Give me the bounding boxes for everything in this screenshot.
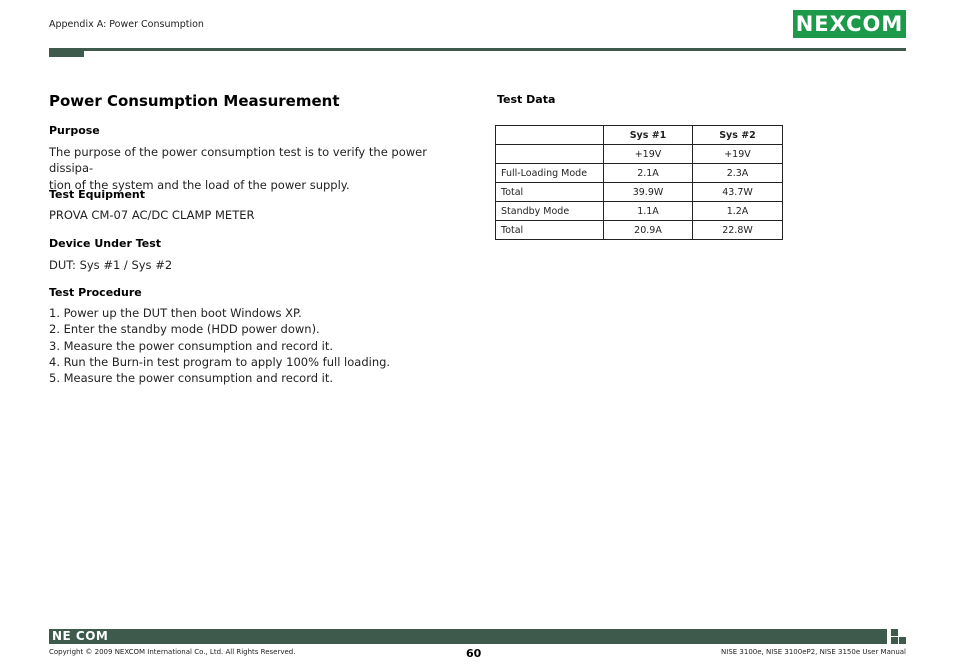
table-cell: 1.2A: [693, 202, 783, 221]
equipment-heading: Test Equipment: [49, 188, 146, 201]
procedure-step: 1. Power up the DUT then boot Windows XP.: [49, 306, 302, 320]
table-header-cell: Sys #1: [604, 126, 693, 145]
table-row: [496, 221, 783, 240]
table-cell: Total: [496, 183, 604, 202]
procedure-list: [49, 305, 390, 386]
test-data-table: [495, 125, 783, 240]
logo-com: COM: [846, 12, 904, 36]
device-text: DUT: Sys #1 / Sys #2: [49, 258, 173, 272]
table-cell: 1.1A: [604, 202, 693, 221]
purpose-heading: Purpose: [49, 124, 100, 137]
logo-ne: NE: [795, 12, 830, 36]
header-section-title: Appendix A: Power Consumption: [49, 19, 204, 30]
footer-square-icon: [899, 637, 906, 644]
nexcom-logo: [793, 10, 906, 38]
purpose-text: [49, 144, 457, 193]
footer-square-icon: [891, 637, 898, 644]
footer-bar: [49, 629, 887, 644]
equipment-text: PROVA CM-07 AC/DC CLAMP METER: [49, 208, 255, 222]
page-title: Power Consumption Measurement: [49, 92, 340, 110]
table-cell: Standby Mode: [496, 202, 604, 221]
manual-name: NISE 3100e, NISE 3100eP2, NISE 3150e User Manual: [721, 648, 906, 656]
page-number: 60: [466, 647, 482, 660]
table-cell: Full-Loading Mode: [496, 164, 604, 183]
table-cell: Total: [496, 221, 604, 240]
table-cell: +19V: [693, 145, 783, 164]
footer-square-icon: [891, 629, 898, 636]
copyright-text: Copyright © 2009 NEXCOM International Co., Ltd. All Rights Reserved.: [49, 648, 296, 656]
header-rule: [49, 48, 906, 51]
procedure-step: 5. Measure the power consumption and record it.: [49, 371, 334, 386]
table-row: [496, 183, 783, 202]
table-row: [496, 202, 783, 221]
table-header-cell: Sys #2: [693, 126, 783, 145]
purpose-line-2: tion of the system and the load of the power supply.: [49, 177, 350, 192]
procedure-step: 2. Enter the standby mode (HDD power down).: [49, 322, 320, 337]
footer-logo: NE COM: [52, 629, 109, 643]
device-heading: Device Under Test: [49, 237, 162, 250]
table-cell: 20.9A: [604, 221, 693, 240]
purpose-line-1: The purpose of the power consumption test is to verify the power dissipa-: [49, 145, 427, 176]
table-cell: 43.7W: [693, 183, 783, 202]
table-cell: 22.8W: [693, 221, 783, 240]
table-header-row: [496, 126, 783, 145]
procedure-heading: Test Procedure: [49, 286, 142, 299]
table-cell: 39.9W: [604, 183, 693, 202]
table-header-cell: [496, 126, 604, 145]
procedure-step: 3. Measure the power consumption and record it.: [49, 338, 334, 353]
logo-x: X: [829, 12, 847, 36]
test-data-title: Test Data: [497, 93, 556, 106]
table-cell: 2.1A: [604, 164, 693, 183]
header-rule-tab: [49, 50, 84, 57]
table-cell: +19V: [604, 145, 693, 164]
procedure-step: 4. Run the Burn-in test program to apply 100% full loading.: [49, 354, 391, 369]
table-cell: [496, 145, 604, 164]
table-cell: 2.3A: [693, 164, 783, 183]
table-row: [496, 145, 783, 164]
table-row: [496, 164, 783, 183]
